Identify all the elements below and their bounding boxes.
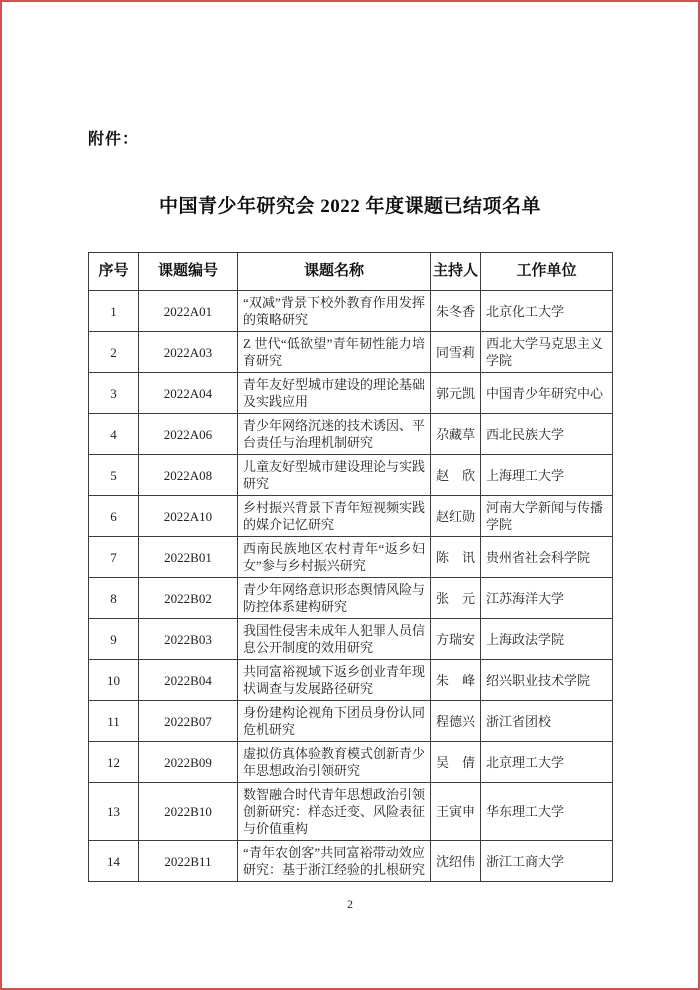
cell-organization: 中国青少年研究中心 — [481, 373, 613, 414]
table-row — [89, 496, 613, 537]
projects-table — [88, 252, 613, 882]
cell-host: 方瑞安 — [431, 619, 481, 660]
cell-serial-number: 13 — [89, 783, 139, 841]
cell-project-title: 乡村振兴背景下青年短视频实践的媒介记忆研究 — [238, 496, 431, 537]
table-row — [89, 701, 613, 742]
cell-project-title: 数智融合时代青年思想政治引领创新研究：样态迁变、风险表征与价值重构 — [238, 783, 431, 841]
cell-project-title: 我国性侵害未成年人犯罪人员信息公开制度的效用研究 — [238, 619, 431, 660]
cell-serial-number: 4 — [89, 414, 139, 455]
cell-project-code: 2022B10 — [139, 783, 238, 841]
cell-organization: 浙江省团校 — [481, 701, 613, 742]
cell-host: 朱 峰 — [431, 660, 481, 701]
table-row — [89, 742, 613, 783]
table-row — [89, 578, 613, 619]
cell-organization: 北京理工大学 — [481, 742, 613, 783]
cell-host: 沈绍伟 — [431, 841, 481, 882]
table-body — [89, 291, 613, 882]
cell-project-title: 虚拟仿真体验教育模式创新青少年思想政治引领研究 — [238, 742, 431, 783]
cell-project-code: 2022A03 — [139, 332, 238, 373]
table-row — [89, 619, 613, 660]
cell-serial-number: 8 — [89, 578, 139, 619]
cell-serial-number: 1 — [89, 291, 139, 332]
cell-host: 吴 倩 — [431, 742, 481, 783]
table-row — [89, 537, 613, 578]
cell-host: 王寅申 — [431, 783, 481, 841]
cell-host: 同雪莉 — [431, 332, 481, 373]
cell-project-title: Z 世代“低欲望”青年韧性能力培育研究 — [238, 332, 431, 373]
cell-organization: 河南大学新闻与传播学院 — [481, 496, 613, 537]
cell-host: 郭元凯 — [431, 373, 481, 414]
cell-project-title: 青少年网络沉迷的技术诱因、平台责任与治理机制研究 — [238, 414, 431, 455]
cell-project-title: 西南民族地区农村青年“返乡妇女”参与乡村振兴研究 — [238, 537, 431, 578]
cell-organization: 华东理工大学 — [481, 783, 613, 841]
cell-organization: 西北民族大学 — [481, 414, 613, 455]
header-project-title: 课题名称 — [238, 253, 431, 291]
cell-organization: 北京化工大学 — [481, 291, 613, 332]
page-title: 中国青少年研究会 2022 年度课题已结项名单 — [158, 196, 541, 217]
cell-organization: 绍兴职业技术学院 — [481, 660, 613, 701]
cell-project-code: 2022A01 — [139, 291, 238, 332]
cell-project-title: 青年友好型城市建设的理论基础及实践应用 — [238, 373, 431, 414]
table-row — [89, 455, 613, 496]
cell-project-code: 2022B07 — [139, 701, 238, 742]
cell-host: 尕藏草 — [431, 414, 481, 455]
cell-project-code: 2022B04 — [139, 660, 238, 701]
table-row — [89, 660, 613, 701]
cell-serial-number: 7 — [89, 537, 139, 578]
cell-host: 程德兴 — [431, 701, 481, 742]
cell-project-code: 2022A04 — [139, 373, 238, 414]
cell-host: 赵红勋 — [431, 496, 481, 537]
cell-project-title: 身份建构论视角下团员身份认同危机研究 — [238, 701, 431, 742]
cell-serial-number: 14 — [89, 841, 139, 882]
cell-project-title: “双减”背景下校外教育作用发挥的策略研究 — [238, 291, 431, 332]
cell-project-title: 儿童友好型城市建设理论与实践研究 — [238, 455, 431, 496]
cell-host: 陈 讯 — [431, 537, 481, 578]
cell-organization: 贵州省社会科学院 — [481, 537, 613, 578]
table-row — [89, 414, 613, 455]
header-serial-number: 序号 — [89, 253, 139, 291]
table-header-row — [89, 253, 613, 291]
table-row — [89, 373, 613, 414]
cell-organization: 上海理工大学 — [481, 455, 613, 496]
cell-serial-number: 6 — [89, 496, 139, 537]
table-header — [89, 253, 613, 291]
cell-project-code: 2022A10 — [139, 496, 238, 537]
cell-project-code: 2022A08 — [139, 455, 238, 496]
cell-serial-number: 3 — [89, 373, 139, 414]
cell-host: 朱冬香 — [431, 291, 481, 332]
table-row — [89, 332, 613, 373]
cell-project-code: 2022B11 — [139, 841, 238, 882]
cell-serial-number: 10 — [89, 660, 139, 701]
cell-project-title: 青少年网络意识形态舆情风险与防控体系建构研究 — [238, 578, 431, 619]
cell-project-code: 2022B02 — [139, 578, 238, 619]
cell-project-code: 2022B01 — [139, 537, 238, 578]
header-organization: 工作单位 — [481, 253, 613, 291]
header-project-code: 课题编号 — [139, 253, 238, 291]
cell-host: 赵 欣 — [431, 455, 481, 496]
page-number: 2 — [347, 897, 353, 911]
attachment-label: 附件： — [88, 131, 140, 148]
cell-organization: 西北大学马克思主义学院 — [481, 332, 613, 373]
cell-serial-number: 9 — [89, 619, 139, 660]
table-row — [89, 291, 613, 332]
table-row — [89, 783, 613, 841]
cell-organization: 浙江工商大学 — [481, 841, 613, 882]
cell-project-title: “青年农创客”共同富裕带动效应研究：基于浙江经验的扎根研究 — [238, 841, 431, 882]
cell-serial-number: 12 — [89, 742, 139, 783]
table-row — [89, 841, 613, 882]
header-host: 主持人 — [431, 253, 481, 291]
cell-host: 张 元 — [431, 578, 481, 619]
cell-project-code: 2022B03 — [139, 619, 238, 660]
cell-organization: 上海政法学院 — [481, 619, 613, 660]
cell-organization: 江苏海洋大学 — [481, 578, 613, 619]
cell-project-code: 2022A06 — [139, 414, 238, 455]
cell-project-code: 2022B09 — [139, 742, 238, 783]
cell-serial-number: 11 — [89, 701, 139, 742]
cell-serial-number: 2 — [89, 332, 139, 373]
cell-project-title: 共同富裕视域下返乡创业青年现状调查与发展路径研究 — [238, 660, 431, 701]
cell-serial-number: 5 — [89, 455, 139, 496]
